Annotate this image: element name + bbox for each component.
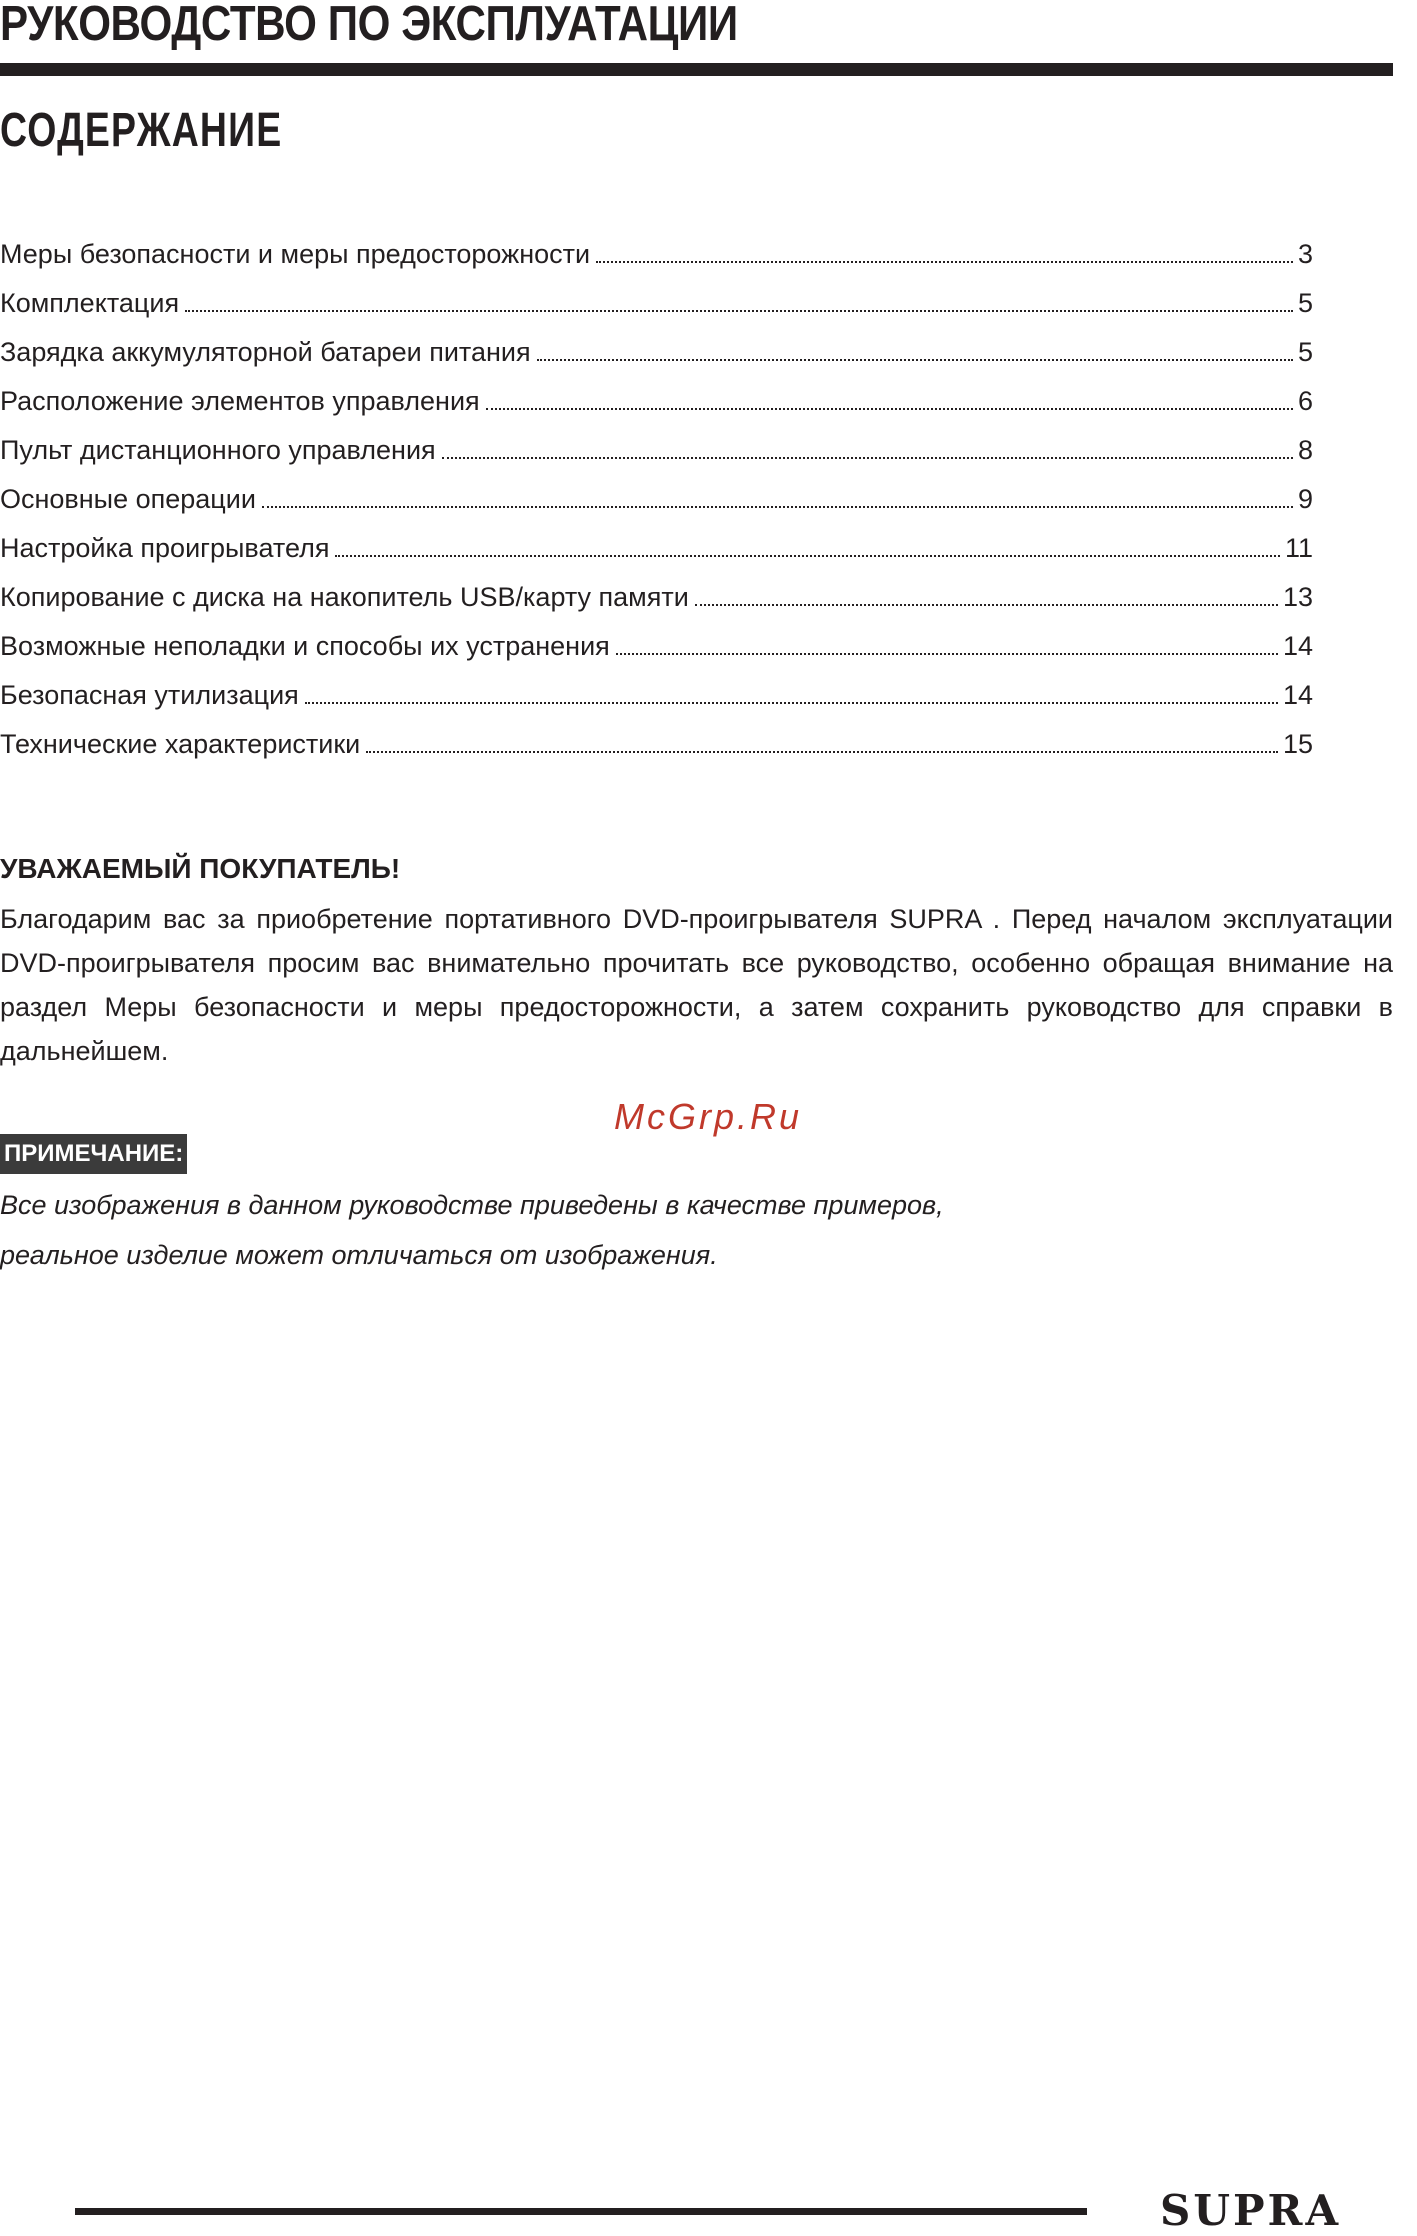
toc-item-page: 5 [1297, 288, 1313, 318]
toc-item[interactable] [0, 426, 1313, 475]
toc-item-label: Расположение элементов управления [0, 386, 480, 416]
toc-item-label: Настройка проигрывателя [0, 533, 330, 563]
toc-item[interactable] [0, 573, 1313, 622]
toc-item-label: Комплектация [0, 288, 180, 318]
note-line: Все изображения в данном руководстве приведены в качестве примеров, [0, 1190, 944, 1220]
toc-leader-dots [596, 243, 1293, 263]
header-rule [0, 63, 1393, 76]
toc-item-page: 13 [1282, 582, 1313, 612]
toc-item[interactable] [0, 328, 1313, 377]
toc-item-label: Возможные неполадки и способы их устранения [0, 631, 610, 661]
toc-item-page: 3 [1297, 239, 1313, 269]
toc-item-label: Меры безопасности и меры предосторожности [0, 239, 591, 269]
toc-item-label: Основные операции [0, 484, 256, 514]
toc-item-label: Безопасная утилизация [0, 680, 299, 710]
toc-item-label: Копирование с диска на накопитель USB/карту памяти [0, 582, 689, 612]
watermark: McGrp.Ru [614, 1096, 803, 1137]
toc-leader-dots [537, 341, 1293, 361]
toc-leader-dots [335, 537, 1280, 557]
toc-leader-dots [695, 586, 1278, 606]
toc-item[interactable] [0, 671, 1313, 720]
note-label: ПРИМЕЧАНИЕ: [0, 1134, 187, 1174]
toc-item-label: Зарядка аккумуляторной батареи питания [0, 337, 531, 367]
toc-item-label: Пульт дистанционного управления [0, 435, 436, 465]
toc-leader-dots [185, 292, 1293, 312]
toc-item-page: 9 [1297, 484, 1313, 514]
toc-item-label: Технические характеристики [0, 729, 361, 759]
toc-heading: СОДЕРЖАНИЕ [0, 104, 283, 157]
toc-item[interactable] [0, 230, 1313, 279]
note-text [0, 1180, 1000, 1280]
toc-item[interactable] [0, 475, 1313, 524]
toc-leader-dots [305, 684, 1278, 704]
greeting-title: УВАЖАЕМЫЙ ПОКУПАТЕЛЬ! [0, 853, 401, 884]
document-title: РУКОВОДСТВО ПО ЭКСПЛУАТАЦИИ [0, 0, 738, 51]
toc-leader-dots [442, 439, 1293, 459]
toc-item-page: 5 [1297, 337, 1313, 367]
toc-leader-dots [616, 635, 1278, 655]
footer-rule [75, 2208, 1087, 2215]
toc-item[interactable] [0, 377, 1313, 426]
toc-item[interactable] [0, 622, 1313, 671]
toc-item-page: 6 [1297, 386, 1313, 416]
toc-leader-dots [366, 733, 1278, 753]
toc-item-page: 14 [1282, 680, 1313, 710]
toc-leader-dots [262, 488, 1293, 508]
greeting-text: Благодарим вас за приобретение портативного DVD-проигрывателя SUPRA . Перед началом эксплуатации DVD-проигрывателя просим вас внимательно прочитать все руководство, особенно обращая внимание на раздел Меры безопасности и меры предосторожности, а затем сохранить руководство для справки в дальнейшем. [0, 904, 1393, 1066]
table-of-contents [0, 230, 1313, 769]
brand-logo: SUPRA [1160, 2186, 1342, 2235]
toc-item[interactable] [0, 524, 1313, 573]
toc-item-page: 11 [1284, 533, 1313, 563]
toc-item-page: 8 [1297, 435, 1313, 465]
toc-item[interactable] [0, 279, 1313, 328]
toc-item-page: 14 [1282, 631, 1313, 661]
toc-item-page: 15 [1282, 729, 1313, 759]
toc-leader-dots [486, 390, 1293, 410]
note-line: реальное изделие может отличаться от изображения. [0, 1240, 718, 1270]
toc-item[interactable] [0, 720, 1313, 769]
